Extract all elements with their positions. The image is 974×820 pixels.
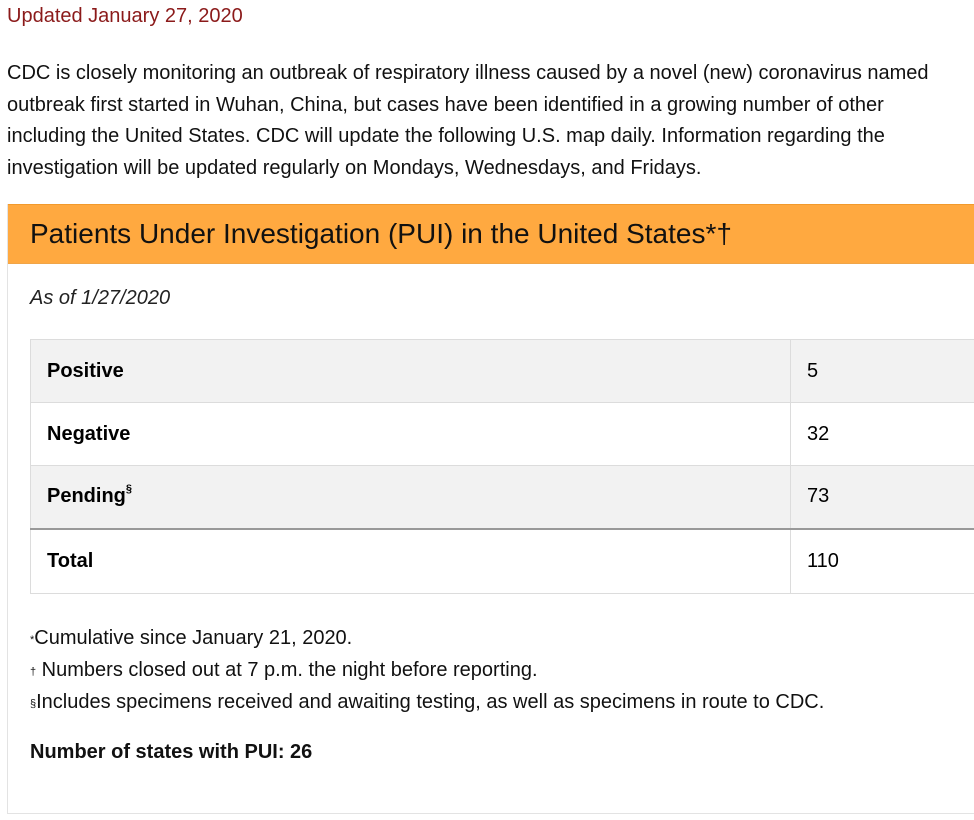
intro-line: investigation will be updated regularly on Mondays, Wednesdays, and Fridays. bbox=[7, 156, 702, 179]
intro-line: CDC is closely monitoring an outbreak of respiratory illness caused by a novel (new) coronavirus named bbox=[7, 62, 929, 84]
pui-table bbox=[30, 339, 974, 594]
table-row bbox=[31, 340, 974, 403]
footnotes bbox=[30, 622, 824, 718]
row-label: Positive bbox=[31, 340, 791, 403]
states-with-pui: Number of states with PUI: 26 bbox=[30, 741, 313, 763]
pui-card-header bbox=[8, 204, 974, 264]
footnote-marker: † bbox=[30, 666, 37, 678]
row-label: Total bbox=[31, 529, 791, 594]
footnote: §Includes specimens received and awaiting testing, as well as specimens in route to CDC. bbox=[30, 691, 825, 713]
pui-card-title: Patients Under Investigation (PUI) in the United States*† bbox=[30, 218, 732, 249]
row-value: 73 bbox=[791, 466, 974, 529]
updated-date: Updated January 27, 2020 bbox=[7, 5, 243, 27]
row-value: 110 bbox=[791, 529, 974, 594]
intro-line: including the United States. CDC will update the following U.S. map daily. Information regarding the bbox=[7, 125, 885, 147]
row-value: 5 bbox=[791, 340, 974, 403]
footnote: *Cumulative since January 21, 2020. bbox=[30, 627, 353, 649]
intro-paragraph bbox=[7, 58, 974, 184]
table-row-total bbox=[31, 529, 974, 594]
row-value: 32 bbox=[791, 403, 974, 466]
footnote-marker: § bbox=[125, 483, 133, 496]
pui-card bbox=[7, 204, 974, 814]
footnote-marker: § bbox=[30, 698, 37, 710]
intro-line: outbreak first started in Wuhan, China, but cases have been identified in a growing number of other bbox=[7, 93, 884, 116]
footnote: † Numbers closed out at 7 p.m. the night before reporting. bbox=[30, 659, 538, 681]
row-label: Pending§ bbox=[31, 466, 791, 529]
table-row bbox=[31, 466, 974, 529]
row-label: Negative bbox=[31, 403, 791, 466]
table-row bbox=[31, 403, 974, 466]
as-of-date: As of 1/27/2020 bbox=[30, 287, 171, 309]
footnote-marker: * bbox=[30, 634, 35, 646]
